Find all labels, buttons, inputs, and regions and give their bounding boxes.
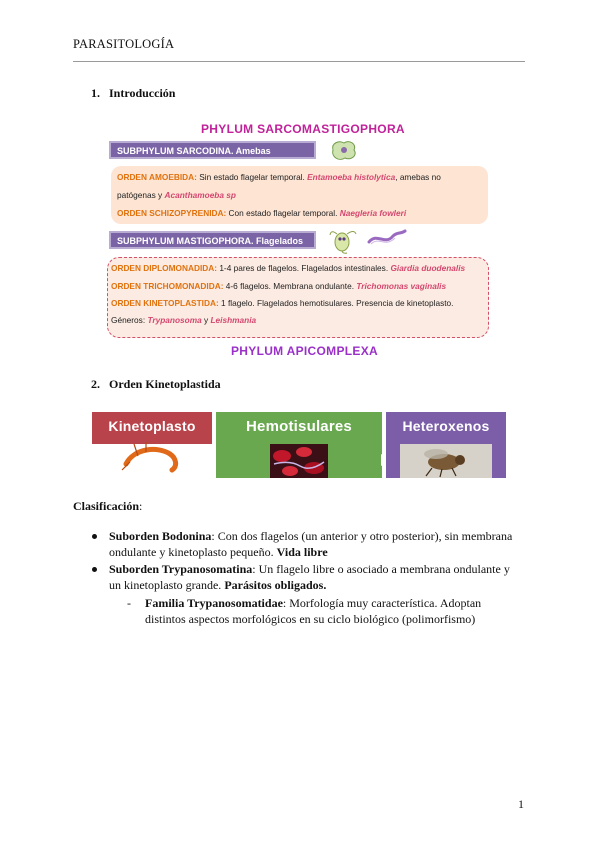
header-rule	[73, 61, 525, 62]
section-heading-kinetoplastida	[91, 377, 221, 392]
clasificacion-heading: Clasificación:	[73, 499, 143, 513]
bullet-icon	[92, 567, 97, 572]
flagellate-illustration-icon	[329, 228, 359, 254]
panel-kinetoplasto	[92, 412, 212, 478]
taxonomy-figure	[107, 116, 497, 358]
panel-hemotisulares-title: Hemotisulares	[246, 418, 352, 435]
fly-vector-icon	[414, 442, 478, 478]
generos-line: Géneros: Trypanosoma y Leishmania	[111, 315, 257, 325]
section-title: Introducción	[109, 86, 176, 100]
section-heading-introduccion	[91, 86, 175, 101]
blood-cells-icon	[270, 444, 328, 478]
bullet-icon	[92, 534, 97, 539]
panel-heteroxenos	[386, 412, 506, 478]
item-familia-trypanosomatidae: Familia Trypanosomatidae: Morfología muy característica. Adoptan distintos aspectos morfológicos en su ciclo biológico (polimorfismo)	[145, 596, 482, 626]
amoeba-illustration-icon	[329, 138, 359, 162]
trypanosome-illustration-icon	[367, 228, 407, 250]
panel-kinetoplasto-title: Kinetoplasto	[108, 418, 196, 434]
section-number: 2.	[91, 377, 100, 391]
subphylum-sarcodina-bar: SUBPHYLUM SARCODINA. Amebas	[109, 141, 316, 159]
orden-kinetoplastida-line: ORDEN KINETOPLASTIDA: 1 flagelo. Flagelados hemotisulares. Presencia de kinetoplasto.	[111, 298, 454, 308]
phylum-sarcomastigophora-title: PHYLUM SARCOMASTIGOPHORA	[201, 122, 405, 136]
orden-diplomonadida-line: ORDEN DIPLOMONADIDA: 1-4 pares de flagelos. Flagelados intestinales. Giardia duodenalis	[111, 263, 466, 273]
orden-amoebida-line: ORDEN AMOEBIDA: Sin estado flagelar temporal. Entamoeba histolytica, amebas no	[117, 172, 441, 182]
bullet-suborden-bodonina: Suborden Bodonina: Con dos flagelos (un anterior y otro posterior), sin membrana ondulante y kinetoplasto pequeño. Vida libre	[109, 529, 513, 559]
running-header: PARASITOLOGÍA	[73, 37, 175, 51]
shrimp-vector-icon	[120, 440, 184, 476]
section-number: 1.	[91, 86, 100, 100]
panel-heteroxenos-title: Heteroxenos	[402, 418, 490, 434]
page-number: 1	[518, 797, 524, 811]
orden-amoebida-line-2: patógenas y Acanthamoeba sp	[117, 190, 236, 200]
subphylum-mastigophora-bar: SUBPHYLUM MASTIGOPHORA. Flagelados	[109, 231, 316, 249]
orden-schizopyrenida-line: ORDEN SCHIZOPYRENIDA: Con estado flagelar temporal. Naegleria fowleri	[117, 208, 407, 218]
kinetoplastida-banner	[92, 412, 506, 478]
bullet-suborden-trypanosomatina: Suborden Trypanosomatina: Un flagelo libre o asociado a membrana ondulante y un kinetoplasto grande. Parásitos obligados.	[109, 562, 510, 592]
phylum-apicomplexa-title: PHYLUM APICOMPLEXA	[231, 344, 378, 358]
orden-trichomonadida-line: ORDEN TRICHOMONADIDA: 4-6 flagelos. Membrana ondulante. Trichomonas vaginalis	[111, 281, 447, 291]
panel-hemotisulares	[216, 412, 382, 478]
section-title: Orden Kinetoplastida	[109, 377, 221, 391]
dash-marker: -	[127, 596, 131, 610]
